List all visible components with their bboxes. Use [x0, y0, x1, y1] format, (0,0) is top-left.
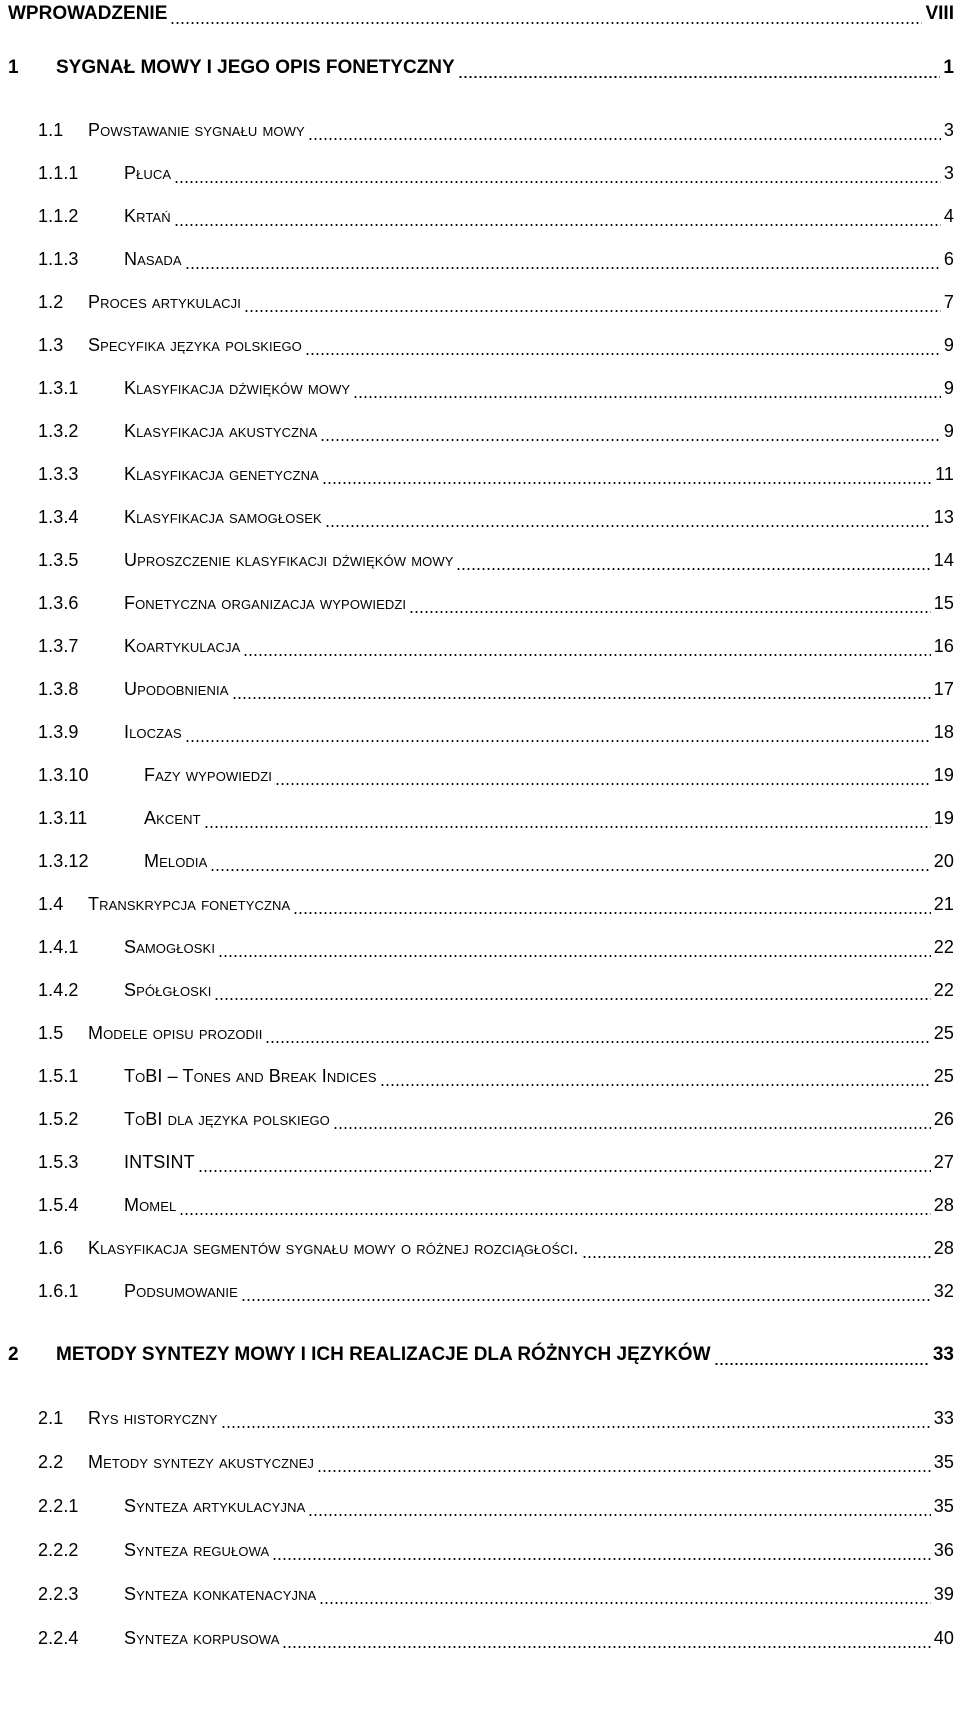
toc-entry-page: 33 [932, 1344, 954, 1365]
dot-leader [221, 1426, 931, 1428]
toc-entry-page: 32 [933, 1280, 954, 1301]
toc-entry-page: 35 [933, 1451, 954, 1472]
toc-entry[interactable] [0, 1017, 960, 1049]
toc-entry-title: Klasyfikacja segmentów sygnału mowy o różnej rozciągłości. [88, 1237, 579, 1258]
toc-entry-title: Proces artykulacji [88, 291, 241, 312]
dot-leader [174, 224, 941, 226]
dot-leader [214, 998, 930, 1000]
toc-entry-number: 2.2.1 [38, 1495, 79, 1516]
toc-entry[interactable] [0, 888, 960, 920]
toc-entry[interactable] [0, 759, 960, 791]
toc-entry[interactable] [0, 243, 960, 275]
dot-leader [232, 697, 931, 699]
toc-entry-number: 1 [8, 57, 19, 78]
toc-entry-number: 1.5.4 [38, 1194, 79, 1215]
toc-entry-number: 1.5.2 [38, 1108, 79, 1129]
toc-entry[interactable] [0, 1103, 960, 1135]
toc-entry-number: 2.2.2 [38, 1539, 79, 1560]
toc-entry-title: Płuca [124, 162, 172, 183]
toc-entry-page: 25 [933, 1022, 954, 1043]
dot-leader [179, 1213, 930, 1215]
toc-entry-title: Krtań [124, 205, 171, 226]
dot-leader [198, 1170, 931, 1172]
toc-entry-page: 36 [933, 1539, 954, 1560]
toc-entry-title: Synteza artykulacyjna [124, 1495, 306, 1516]
toc-entry-page: 26 [933, 1108, 954, 1129]
toc-entry-number: 1.3.12 [38, 850, 89, 871]
toc-entry-title: Modele opisu prozodii [88, 1022, 263, 1043]
toc-entry-page: 9 [943, 377, 954, 398]
toc-entry-page: 28 [933, 1194, 954, 1215]
toc-entry[interactable] [0, 200, 960, 232]
toc-entry-number: 1.1.1 [38, 162, 79, 183]
dot-leader [204, 826, 931, 828]
toc-entry-page: 11 [935, 463, 954, 484]
dot-leader [185, 740, 931, 742]
toc-entry-title: Iloczas [124, 721, 182, 742]
dot-leader [282, 1646, 930, 1648]
dot-leader [325, 525, 931, 527]
dot-leader [320, 439, 940, 441]
toc-entry-page: 13 [933, 506, 954, 527]
toc-entry-number: 1.1 [38, 119, 64, 140]
toc-entry-title: Melodia [144, 850, 208, 871]
toc-entry-title: Metody syntezy akustycznej [88, 1451, 314, 1472]
toc-entry-number: 1.3.8 [38, 678, 79, 699]
toc-entry[interactable] [0, 458, 960, 490]
toc-entry-number: 2.2 [38, 1451, 64, 1472]
toc-entry-number: 2.2.4 [38, 1627, 79, 1648]
toc-entry-page: 33 [933, 1407, 954, 1428]
dot-leader [174, 181, 941, 183]
toc-entry-page: 17 [933, 678, 954, 699]
dot-leader [582, 1256, 931, 1258]
toc-entry[interactable] [0, 974, 960, 1006]
toc-entry[interactable] [0, 673, 960, 705]
toc-entry-title: Upodobnienia [124, 678, 229, 699]
toc-entry[interactable] [0, 1146, 960, 1178]
toc-entry-title: Fazy wypowiedzi [144, 764, 272, 785]
toc-entry-page: 39 [933, 1583, 954, 1604]
toc-entry-number: 1.3.11 [38, 807, 88, 828]
toc-entry-page: 1 [943, 57, 954, 78]
toc-entry-page: 7 [943, 291, 954, 312]
toc-entry-title: INTSINT [124, 1151, 195, 1172]
dot-leader [244, 310, 941, 312]
toc-entry-page: 3 [943, 162, 954, 183]
dot-leader [293, 912, 931, 914]
toc-entry[interactable] [0, 931, 960, 963]
toc-entry-page: 22 [933, 936, 954, 957]
toc-entry-title: Klasyfikacja dźwięków mowy [124, 377, 351, 398]
toc-entry-page: VIII [925, 3, 954, 24]
toc-entry-title: METODY SYNTEZY MOWY I ICH REALIZACJE DLA RÓŻNYCH JĘZYKÓW [56, 1344, 711, 1365]
toc-entry-number: 1.1.3 [38, 248, 79, 269]
dot-leader [170, 22, 922, 24]
dot-leader [185, 267, 941, 269]
toc-entry[interactable] [0, 845, 960, 877]
dot-leader [333, 1127, 931, 1129]
toc-entry[interactable] [0, 286, 960, 318]
toc-entry-title: Momel [124, 1194, 177, 1215]
toc-chapter-1[interactable] [0, 52, 960, 84]
toc-entry-number: 1.3 [38, 334, 64, 355]
toc-entry-title: Klasyfikacja samogłosek [124, 506, 322, 527]
toc-entry-page: 21 [933, 893, 954, 914]
dot-leader [319, 1602, 930, 1604]
dot-leader [210, 869, 930, 871]
toc-entry-title: ToBI – Tones and Break Indices [124, 1065, 377, 1086]
toc-entry-number: 1.6.1 [38, 1280, 79, 1301]
toc-entry-number: 2.2.3 [38, 1583, 79, 1604]
dot-leader [218, 955, 931, 957]
toc-entry[interactable] [0, 1275, 960, 1307]
toc-entry-page: 40 [933, 1627, 954, 1648]
dot-leader [458, 76, 941, 78]
toc-entry-title: SYGNAŁ MOWY I JEGO OPIS FONETYCZNY [56, 57, 455, 78]
toc-entry-title: Klasyfikacja akustyczna [124, 420, 318, 441]
toc-entry-number: 1.3.7 [38, 635, 79, 656]
dot-leader [241, 1299, 931, 1301]
toc-entry-page: 18 [933, 721, 954, 742]
toc-entry-page: 9 [943, 420, 954, 441]
toc-entry[interactable] [0, 329, 960, 361]
dot-leader [305, 353, 941, 355]
toc-entry-title: Synteza regułowa [124, 1539, 270, 1560]
toc-entry-title: Synteza konkatenacyjna [124, 1583, 317, 1604]
toc-entry[interactable] [0, 587, 960, 619]
toc-entry-title: Powstawanie sygnału mowy [88, 119, 305, 140]
toc-entry-page: 19 [933, 807, 954, 828]
dot-leader [243, 654, 930, 656]
toc-chapter-2[interactable] [0, 1339, 960, 1371]
dot-leader [265, 1041, 930, 1043]
toc-entry-number: 2 [8, 1344, 19, 1365]
toc-entry-title: Transkrypcja fonetyczna [88, 893, 291, 914]
toc-entry-title: Uproszczenie klasyfikacji dźwięków mowy [124, 549, 454, 570]
toc-entry-page: 6 [943, 248, 954, 269]
dot-leader [275, 783, 931, 785]
dot-leader [317, 1470, 931, 1472]
toc-entry-number: 1.5 [38, 1022, 64, 1043]
toc-entry-number: 1.3.5 [38, 549, 79, 570]
toc-entry-page: 3 [943, 119, 954, 140]
toc-entry-page: 27 [933, 1151, 954, 1172]
toc-entry-number: 1.4.1 [38, 936, 79, 957]
toc-entry-number: 1.3.9 [38, 721, 79, 742]
dot-leader [322, 482, 932, 484]
toc-entry-title: Rys historyczny [88, 1407, 218, 1428]
toc-entry-number: 1.3.6 [38, 592, 79, 613]
toc-entry[interactable] [0, 716, 960, 748]
toc-entry-page: 22 [933, 979, 954, 1000]
dot-leader [308, 1514, 930, 1516]
toc-entry[interactable] [0, 1446, 960, 1478]
toc-entry-number: 1.5.3 [38, 1151, 79, 1172]
toc-entry[interactable] [0, 630, 960, 662]
toc-entry-page: 20 [933, 850, 954, 871]
toc-entry[interactable] [0, 157, 960, 189]
toc-entry-number: 1.6 [38, 1237, 64, 1258]
toc-entry[interactable] [0, 372, 960, 404]
toc-entry[interactable] [0, 1189, 960, 1221]
toc-entry[interactable] [0, 1232, 960, 1264]
toc-entry-introduction[interactable] [0, 0, 960, 30]
toc-entry-title: Podsumowanie [124, 1280, 238, 1301]
toc-entry[interactable] [0, 1578, 960, 1610]
toc-entry-page: 35 [933, 1495, 954, 1516]
toc-entry-page: 4 [943, 205, 954, 226]
dot-leader [456, 568, 930, 570]
toc-entry-number: 1.3.1 [38, 377, 79, 398]
toc-entry-number: 1.4.2 [38, 979, 79, 1000]
toc-entry-title: Samogłoski [124, 936, 216, 957]
dot-leader [714, 1363, 930, 1365]
toc-entry[interactable] [0, 802, 960, 834]
toc-entry[interactable] [0, 415, 960, 447]
toc-entry-number: 1.2 [38, 291, 64, 312]
dot-leader [380, 1084, 931, 1086]
dot-leader [409, 611, 931, 613]
dot-leader [353, 396, 941, 398]
toc-entry-number: 1.3.2 [38, 420, 79, 441]
toc-entry-title: Specyfika języka polskiego [88, 334, 302, 355]
toc-entry-title: Akcent [144, 807, 201, 828]
toc-entry-title: Synteza korpusowa [124, 1627, 280, 1648]
toc-entry-title: Nasada [124, 248, 182, 269]
toc-entry-page: 16 [933, 635, 954, 656]
toc-entry-title: WPROWADZENIE [8, 3, 168, 24]
toc-entry-page: 14 [933, 549, 954, 570]
toc-entry-page: 28 [933, 1237, 954, 1258]
toc-entry-number: 2.1 [38, 1407, 64, 1428]
dot-leader [272, 1558, 931, 1560]
toc-entry-number: 1.3.10 [38, 764, 89, 785]
toc-entry[interactable] [0, 1060, 960, 1092]
toc-entry-number: 1.3.4 [38, 506, 79, 527]
toc-entry[interactable] [0, 114, 960, 146]
toc-entry[interactable] [0, 1490, 960, 1522]
toc-entry-number: 1.4 [38, 893, 64, 914]
toc-entry-title: Klasyfikacja genetyczna [124, 463, 319, 484]
toc-entry-title: Spółgłoski [124, 979, 212, 1000]
toc-entry[interactable] [0, 1622, 960, 1654]
toc-entry-title: ToBI dla języka polskiego [124, 1108, 330, 1129]
toc-entry-title: Koartykulacja [124, 635, 241, 656]
toc-entry-page: 9 [943, 334, 954, 355]
toc-entry-number: 1.1.2 [38, 205, 79, 226]
toc-entry-title: Fonetyczna organizacja wypowiedzi [124, 592, 407, 613]
toc-entry-page: 19 [933, 764, 954, 785]
toc-entry-number: 1.3.3 [38, 463, 79, 484]
toc-entry[interactable] [0, 1534, 960, 1566]
toc-entry-page: 25 [933, 1065, 954, 1086]
toc-entry[interactable] [0, 501, 960, 533]
toc-entry-page: 15 [933, 592, 954, 613]
toc-entry-number: 1.5.1 [38, 1065, 79, 1086]
toc-entry[interactable] [0, 544, 960, 576]
dot-leader [308, 138, 941, 140]
toc-entry[interactable] [0, 1402, 960, 1434]
